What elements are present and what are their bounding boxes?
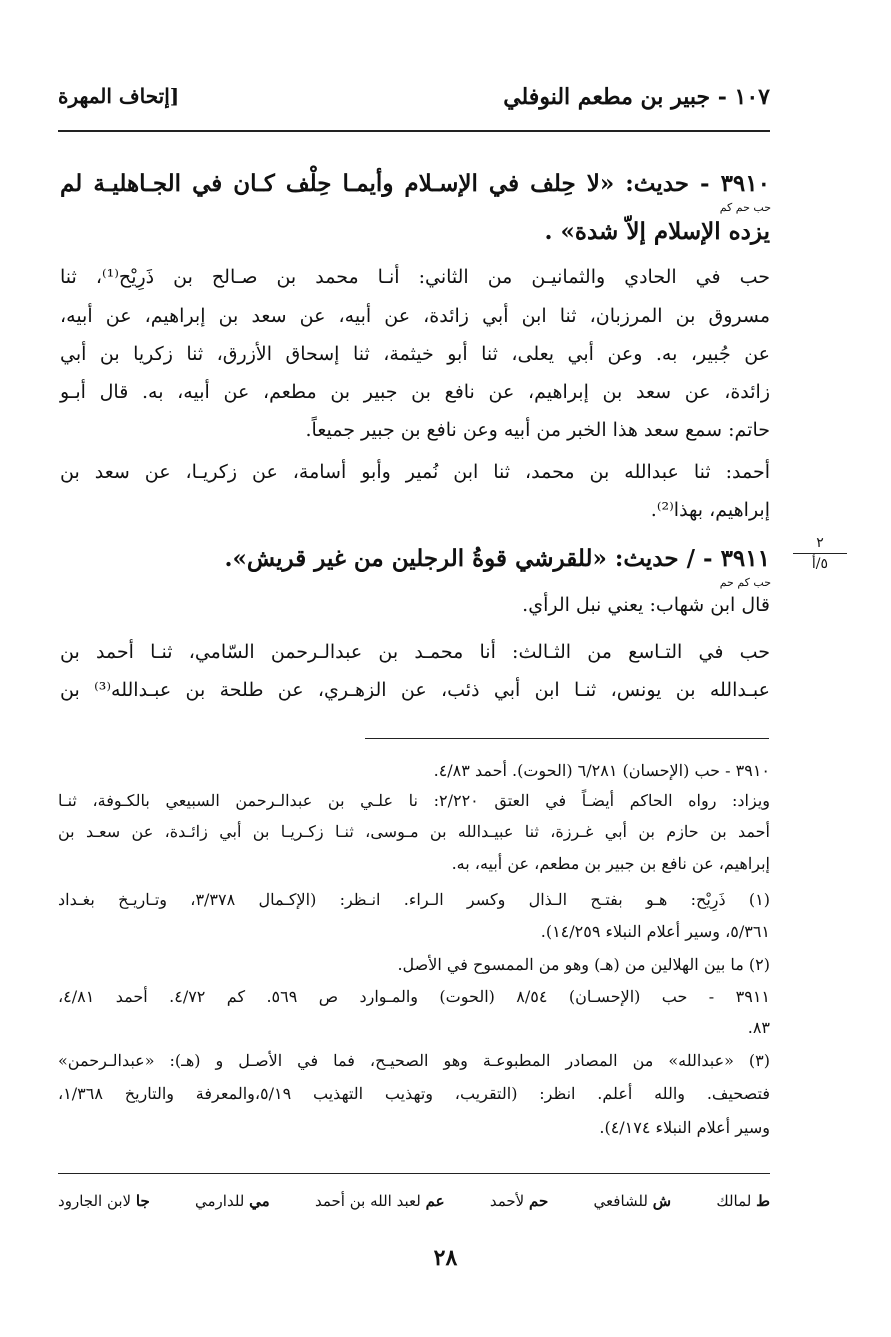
footnote-line: وسير أعلام النبلاء ٤/١٧٤). [599, 1118, 770, 1137]
hadith-3910-sources: حب حم كم [719, 201, 771, 214]
paragraph-line: أحمد: ثنا عبدالله بن محمد، ثنا ابن نُمير وأبو أسامة، عن زكريـا، عن سعد بن [60, 461, 770, 483]
legend-item: عم لعبد الله بن أحمد [314, 1192, 445, 1210]
legend-item: ط لمالك [716, 1192, 770, 1210]
paragraph-line: مسروق بن المرزبان، ثنا ابن أبي زائدة، عن أبيه، عن سعد بن إبراهيم، عن أبيه، [60, 305, 770, 327]
paragraph-line: زائدة، عن سعد بن إبراهيم، عن نافع بن جبير بن مطعم، عن أبيه، به. قال أبـو [60, 381, 770, 403]
hadith-3910-heading: ٣٩١٠ - حديث: «لا حِلف في الإسـلام وأيمـا حِلْف كـان في الجـاهليـة لم [60, 170, 770, 197]
footnote-line: ٨٣. [747, 1018, 770, 1037]
footnote-line: (٢) ما بين الهلالين من (هـ) وهو من الممسوح في الأصل. [397, 955, 770, 974]
running-header [58, 84, 770, 120]
legend-item: ش للشافعي [593, 1192, 672, 1210]
paragraph-line: قال ابن شهاب: يعني نبل الرأي. [522, 594, 770, 616]
legend-rule [58, 1173, 770, 1174]
manuscript-folio-note [790, 535, 850, 572]
footnote-rule [365, 738, 769, 739]
hadith-3911-heading: ٣٩١١ - / حديث: «للقرشي قوةُ الرجلين من غير قريش». [224, 545, 770, 572]
legend-item: جا لابن الجارود [58, 1192, 150, 1210]
footnote-line: ٣٩١٠ - حب (الإحسان) ٦/٢٨١ (الحوت). أحمد ٤/٨٣. [433, 761, 770, 780]
footnote-line: أحمد بن حازم بن أبي غـرزة، ثنا عبيـدالله بن مـوسى، ثنـا زكـريـا بن أبي زائـدة، عن سعـد بن [58, 822, 770, 841]
hadith-3911-sources: حب كم حم [719, 576, 771, 589]
folio-number: ٢ [816, 535, 824, 551]
paragraph-line: عبـدالله بن يونس، ثنـا ابن أبي ذئب، عن الزهـري، عن طلحة بن عبـدالله⁽³⁾ بن [60, 679, 770, 701]
paragraph-line: حب في الحادي والثمانيـن من الثاني: أنـا محمد بن صـالح بن ذَرِيْح⁽¹⁾، ثنا [60, 266, 770, 288]
book-title: [إتحاف المهرة [58, 84, 180, 108]
page-number: ٢٨ [433, 1245, 458, 1271]
abbreviation-legend [58, 1192, 770, 1210]
chapter-title: ١٠٧ - جبير بن مطعم النوفلي [503, 84, 770, 110]
folio-side: ٥/أ [811, 556, 829, 572]
paragraph-line: إبراهيم، بهذا⁽²⁾. [650, 499, 770, 521]
footnote-line: ٥/٣٦١، وسير أعلام النبلاء ١٤/٢٥٩). [540, 922, 770, 941]
paragraph-line: حب في التـاسع من الثـالث: أنا محمـد بن عبدالـرحمن السّامي، ثنـا أحمد بن [60, 641, 770, 663]
footnote-line: ٣٩١١ - حب (الإحسـان) ٨/٥٤ (الحوت) والمـوارد ص ٥٦٩. كم ٤/٧٢. أحمد ٤/٨١، [58, 987, 770, 1006]
paragraph-line: عن جُبير، به. وعن أبي يعلى، ثنا أبو خيثمة، ثنا إسحاق الأزرق، ثنا زكريا بن أبي [60, 343, 770, 365]
hadith-3910-heading-cont: يزده الإسلام إلاّ شدة» . [544, 218, 770, 245]
legend-item: مي للدارمي [195, 1192, 270, 1210]
footnote-line: فتصحيف. والله أعلم. انظر: (التقريب، وتهذيب التهذيب ٥/١٩،والمعرفة والتاريخ ١/٣٦٨، [58, 1084, 770, 1103]
footnote-line: إبراهيم، عن نافع بن جبير بن مطعم، عن أبيه، به. [451, 854, 770, 873]
paragraph-line: حاتم: سمع سعد هذا الخبر من أبيه وعن نافع بن جبير جميعاً. [305, 419, 770, 441]
footnote-line: (٣) «عبدالله» من المصادر المطبوعـة وهو الصحيـح، فما في الأصـل و (هـ): «عبدالـرحمن» [58, 1051, 770, 1070]
footnote-line: (١) ذَرِيْح: هـو بفتـح الـذال وكسر الـراء. انـظر: (الإكـمال ٣/٣٧٨، وتـاريـخ بغـداد [58, 890, 770, 909]
header-rule [58, 130, 770, 132]
folio-rule [793, 553, 847, 554]
footnote-line: ويزاد: رواه الحاكم أيضـاً في العتق ٢/٢٢٠: نا علـي بن عبدالـرحمن السبيعي بالكـوفة، ثنـا [58, 791, 771, 810]
legend-item: حم لأحمد [489, 1192, 549, 1210]
